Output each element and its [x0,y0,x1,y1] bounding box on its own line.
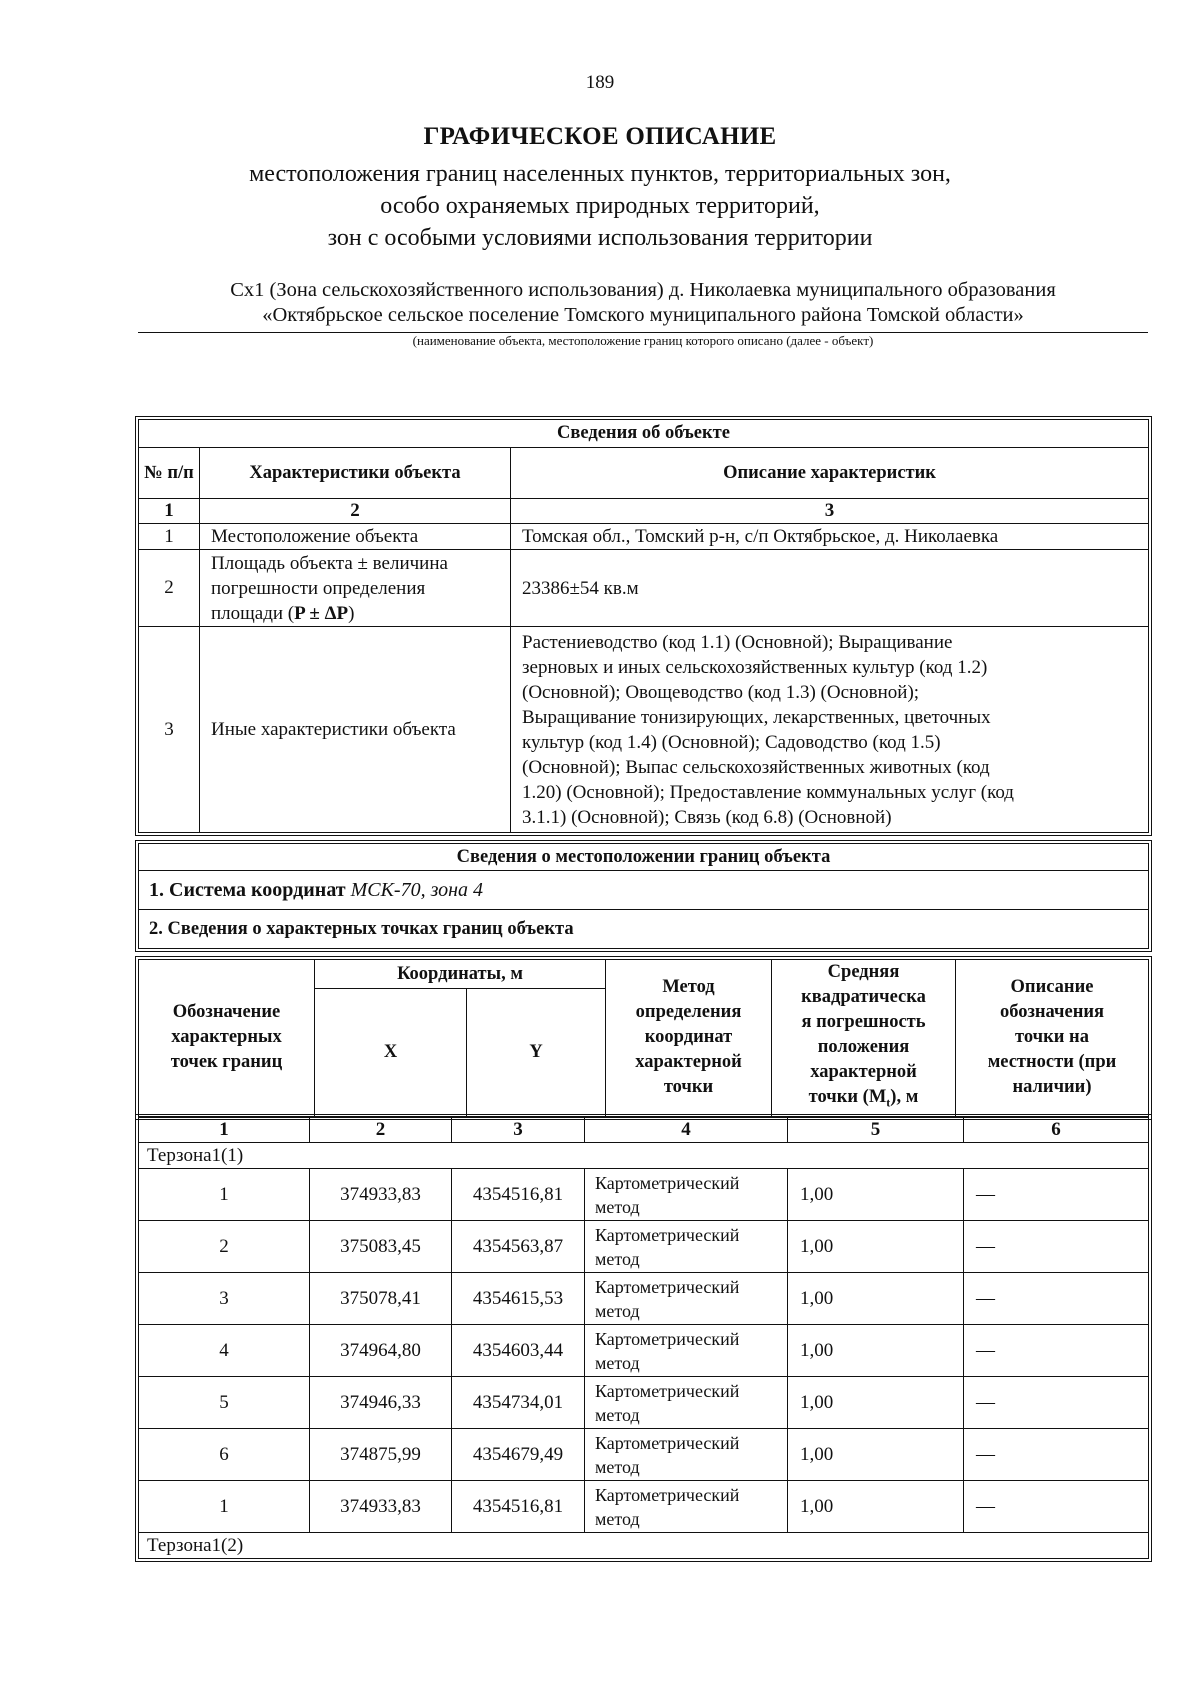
value-line: 1.20) (Основной); Предоставление коммунальных услуг (код [522,781,1014,803]
value-line: 3.1.1) (Основной); Связь (код 6.8) (Основной) [522,806,892,828]
header-line: обозначения [999,1002,1105,1023]
point-method [585,1273,788,1325]
point-description: — [964,1377,1149,1429]
point-error: 1,00 [788,1273,964,1325]
value-line: Растениеводство (код 1.1) (Основной); Выращивание [522,631,953,653]
table-row [139,1377,1149,1429]
name-text: ) [348,602,355,624]
header-line: точек границ [170,1052,283,1073]
value-line: Выращивание тонизирующих, лекарственных, цветочных [522,706,991,728]
row-number: 2 [139,550,200,627]
table-row [139,524,1149,550]
point-description: — [964,1481,1149,1533]
point-description: — [964,1325,1149,1377]
point-x: 374875,99 [310,1429,452,1481]
row-number: 3 [139,627,200,833]
point-error: 1,00 [788,1325,964,1377]
point-x: 374964,80 [310,1325,452,1377]
point-description: — [964,1429,1149,1481]
value-line: зерновых и иных сельскохозяйственных культур (код 1.2) [522,656,988,678]
name-line: погрешности определения [211,577,426,599]
method-line: метод [595,1300,640,1321]
method-line: Картометрический [595,1380,740,1401]
table-row [139,1273,1149,1325]
column-number: 2 [200,499,511,524]
characteristic-value: Томская обл., Томский р-н, с/п Октябрьское, д. Николаевка [511,524,1149,550]
point-id: 1 [139,1169,310,1221]
characteristic-value [511,627,1149,833]
header-line: Метод [662,977,715,998]
point-x: 375078,41 [310,1273,452,1325]
object-name [138,278,1148,328]
column-number: 2 [310,1118,452,1143]
column-number: 3 [452,1118,585,1143]
point-id: 1 [139,1481,310,1533]
point-y: 4354734,01 [452,1377,585,1429]
coordinate-system-value: МСК-70, зона 4 [350,878,484,901]
method-line: Картометрический [595,1484,740,1505]
object-name-line: «Октябрьское сельское поселение Томского муниципального района Томской области» [262,304,1024,326]
point-error: 1,00 [788,1169,964,1221]
method-line: Картометрический [595,1276,740,1297]
header-x: X [315,989,467,1117]
col-header-number: № п/п [139,448,200,499]
method-line: метод [595,1352,640,1373]
point-x: 374933,83 [310,1169,452,1221]
header-description [956,960,1149,1117]
points-table [138,1117,1149,1559]
object-caption: (наименование объекта, местоположение границ которого описано (далее - объект) [412,333,874,348]
header-designation [139,960,315,1117]
table-row [139,1325,1149,1377]
object-name-line: Сх1 (Зона сельскохозяйственного использования) д. Николаевка муниципального образования [230,279,1056,301]
point-x: 375083,45 [310,1221,452,1273]
column-number: 5 [788,1118,964,1143]
method-line: Картометрический [595,1432,740,1453]
col-header-description: Описание характеристик [511,448,1149,499]
zone-group-label: Терзона1(2) [139,1533,1149,1559]
point-method [585,1481,788,1533]
header-error [772,960,956,1117]
col-header-characteristic: Характеристики объекта [200,448,511,499]
point-description: — [964,1169,1149,1221]
header-line: местности (при [987,1052,1117,1073]
point-y: 4354603,44 [452,1325,585,1377]
header-line: характерной [810,1062,917,1082]
point-x: 374933,83 [310,1481,452,1533]
value-line: (Основной); Выпас сельскохозяйственных животных (код [522,756,990,778]
table-row [139,627,1149,833]
point-error: 1,00 [788,1481,964,1533]
row-number: 1 [139,524,200,550]
header-line: положения [817,1037,910,1057]
method-line: Картометрический [595,1224,740,1245]
header-text: ), м [890,1087,919,1107]
column-number: 6 [964,1118,1149,1143]
method-line: метод [595,1196,640,1217]
characteristic-name: Местоположение объекта [200,524,511,550]
zone-group-label: Терзона1(1) [139,1143,1149,1169]
object-info-table [138,419,1149,833]
table-row [139,1481,1149,1533]
method-line: Картометрический [595,1328,740,1349]
point-error: 1,00 [788,1429,964,1481]
characteristic-value: 23386±54 кв.м [511,550,1149,627]
points-header-table [138,959,1149,1117]
header-line: характерных [171,1027,282,1048]
point-x: 374946,33 [310,1377,452,1429]
point-method [585,1429,788,1481]
point-description: — [964,1221,1149,1273]
header-line: наличии) [1012,1077,1092,1098]
header-line: точки [663,1077,714,1098]
document-title: ГРАФИЧЕСКОЕ ОПИСАНИЕ [423,123,777,150]
point-id: 4 [139,1325,310,1377]
header-line: я погрешность [801,1012,926,1032]
coordinate-system-label: 1. Система координат [149,878,346,901]
header-y: Y [467,989,606,1117]
area-formula: P ± ΔP [294,602,349,624]
method-line: метод [595,1508,640,1529]
header-line [772,1085,955,1116]
point-id: 5 [139,1377,310,1429]
location-header: Сведения о местоположении границ объекта [139,844,1149,871]
point-y: 4354679,49 [452,1429,585,1481]
name-text: площади ( [211,602,295,624]
characteristic-name: Иные характеристики объекта [200,627,511,833]
point-y: 4354615,53 [452,1273,585,1325]
name-line [211,601,510,626]
location-section-table [138,843,1149,949]
method-line: метод [595,1404,640,1425]
point-id: 2 [139,1221,310,1273]
header-line: характерной [635,1052,742,1073]
header-line: Обозначение [172,1002,281,1023]
point-method [585,1325,788,1377]
header-subscript: t [886,1095,891,1110]
header-line: координат [644,1027,733,1048]
column-number: 1 [139,1118,310,1143]
point-id: 3 [139,1273,310,1325]
points-section-label: 2. Сведения о характерных точках границ объекта [139,910,1149,949]
point-error: 1,00 [788,1221,964,1273]
value-line: (Основной); Овощеводство (код 1.3) (Основной); [522,681,920,703]
header-coordinates: Координаты, м [315,960,606,989]
document-subtitle [0,158,1200,254]
coordinate-system [139,871,1149,910]
point-y: 4354516,81 [452,1481,585,1533]
subtitle-line: особо охраняемых природных территорий, [380,193,820,219]
table-row [139,1169,1149,1221]
point-y: 4354563,87 [452,1221,585,1273]
header-line: Средняя [827,962,900,982]
table-row [139,550,1149,627]
point-y: 4354516,81 [452,1169,585,1221]
object-info-header: Сведения об объекте [139,420,1149,448]
header-line: Описание [1010,977,1094,998]
header-line: точки на [1015,1027,1089,1048]
point-id: 6 [139,1429,310,1481]
method-line: метод [595,1456,640,1477]
column-number: 3 [511,499,1149,524]
point-error: 1,00 [788,1377,964,1429]
value-line: культур (код 1.4) (Основной); Садоводство (код 1.5) [522,731,941,753]
table-row [139,1221,1149,1273]
column-number: 4 [585,1118,788,1143]
column-number: 1 [139,499,200,524]
subtitle-line: местоположения границ населенных пунктов, территориальных зон, [249,161,951,187]
point-method [585,1377,788,1429]
point-description: — [964,1273,1149,1325]
point-method [585,1221,788,1273]
page-number: 189 [585,72,615,93]
point-method [585,1169,788,1221]
subtitle-line: зон с особыми условиями использования территории [327,225,873,251]
table-row [139,1429,1149,1481]
header-method [606,960,772,1117]
method-line: Картометрический [595,1172,740,1193]
header-text: точки (M [808,1087,887,1107]
header-line: определения [635,1002,742,1023]
name-line: Площадь объекта ± величина [211,552,448,574]
method-line: метод [595,1248,640,1269]
characteristic-name [200,550,511,627]
header-line: квадратическа [801,987,926,1007]
